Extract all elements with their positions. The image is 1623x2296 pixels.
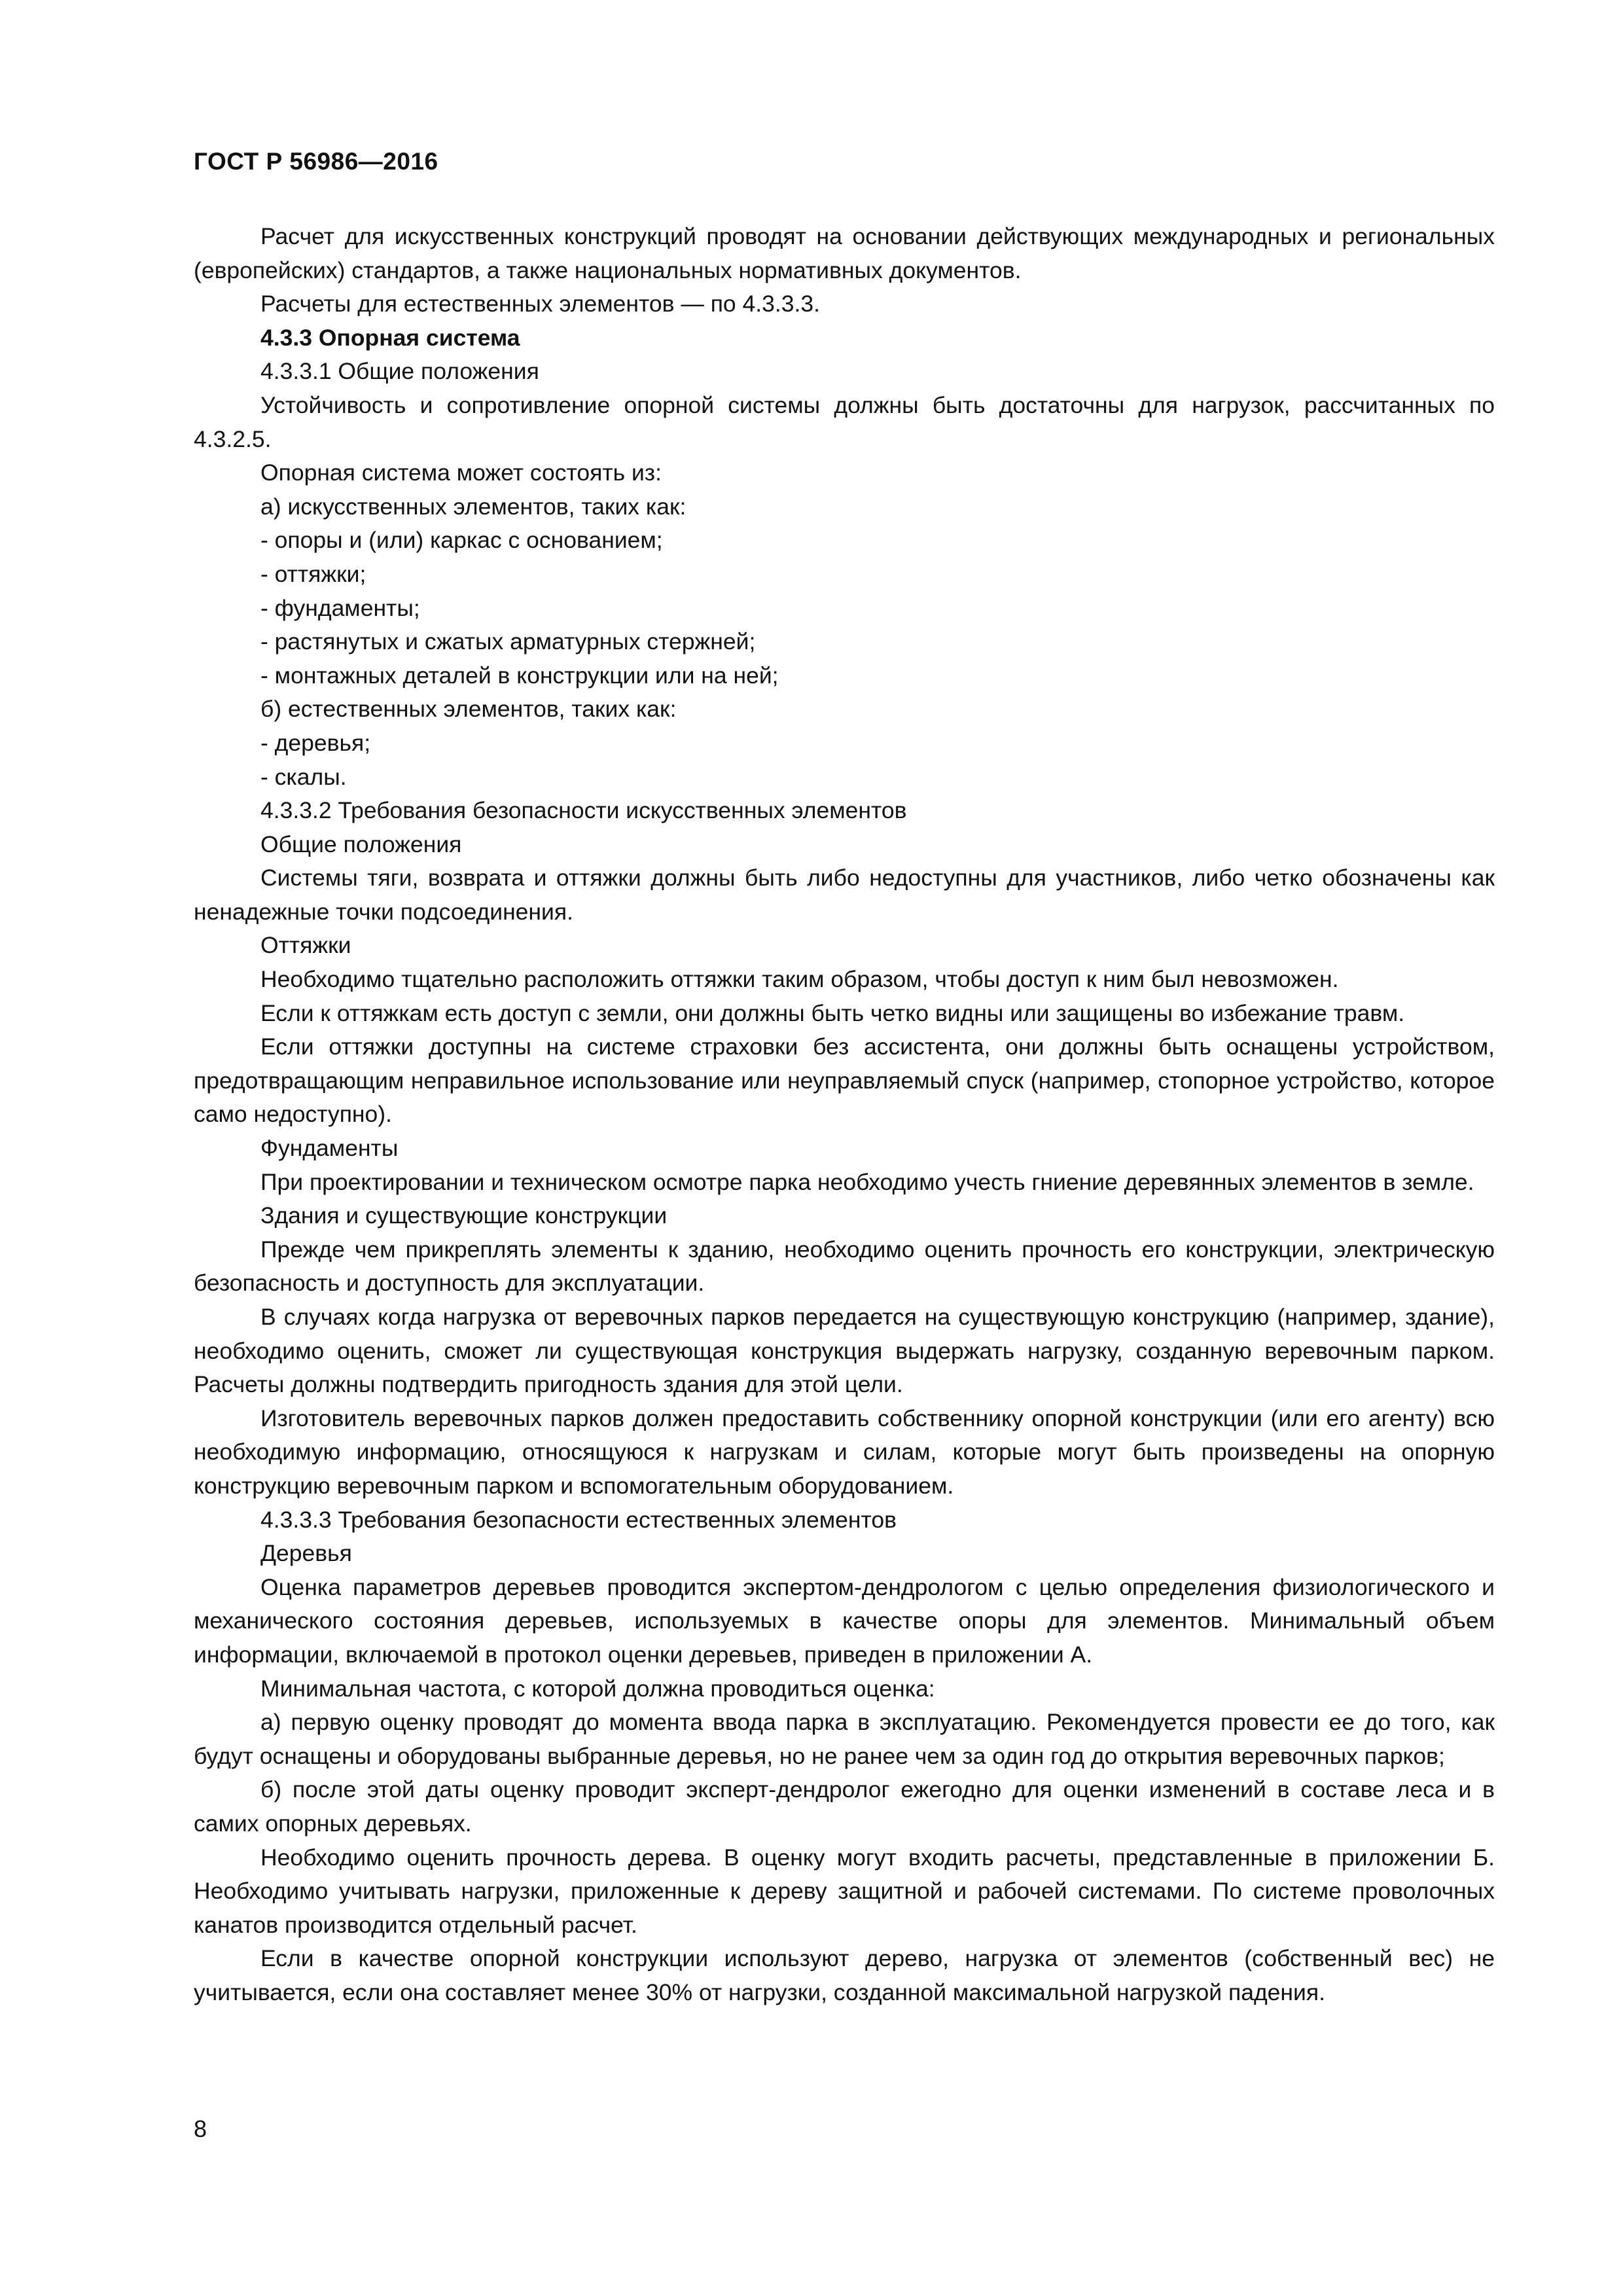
paragraph-tree-strength: Необходимо оценить прочность дерева. В оценку могут входить расчеты, представленные в приложении Б. Необходимо учитывать нагрузки, приложенные к дереву защитной и рабочей системами. По системе проволочных канатов производится отдельный расчет. [194,1844,1495,1938]
paragraph-calc-artificial: Расчет для искусственных конструкций проводят на основании действующих международных и региональных (европейских) стандартов, а также национальных нормативных документов. [194,223,1495,283]
document-header: ГОСТ Р 56986—2016 [194,148,438,175]
paragraph-traction-systems: Системы тяги, возврата и оттяжки должны быть либо недоступны для участников, либо четко обозначены как ненадежные точки подсоединения. [194,865,1495,925]
list-item-supports: - опоры и (или) каркас с основанием; [260,527,663,554]
topic-trees: Деревья [260,1540,352,1567]
paragraph-manufacturer-info: Изготовитель веревочных парков должен предоставить собственнику опорной конструкции (или его агенту) всю необходимую информацию, относящуюся к нагрузкам и силам, которые могут быть произведены на опорную конструкцию веревочным парком и вспомогательным оборудованием. [194,1405,1495,1499]
list-item-rods: - растянутых и сжатых арматурных стержней; [260,628,756,655]
list-item-trees: - деревья; [260,729,371,756]
paragraph-foundations-rot: При проектировании и техническом осмотре парка необходимо учесть гниение деревянных элементов в земле. [260,1168,1474,1195]
paragraph-calc-natural: Расчеты для естественных элементов — по 4.3.3.3. [260,291,820,317]
list-item-annual-assessment: б) после этой даты оценку проводит эксперт-дендролог ежегодно для оценки изменений в составе леса и в самих опорных деревьях. [194,1776,1495,1837]
paragraph-buildings-strength: Прежде чем прикреплять элементы к зданию, необходимо оценить прочность его конструкции, электрическую безопасность и доступность для эксплуатации. [194,1236,1495,1297]
subsection-heading-4-3-3-3: 4.3.3.3 Требования безопасности естественных элементов [260,1506,897,1533]
document-body [194,220,1495,2009]
list-item-first-assessment: а) первую оценку проводят до момента ввода парка в эксплуатацию. Рекомендуется провести ее до того, как будут оснащены и оборудованы выбранные деревья, но не ранее чем за один год до открытия веревочных парков; [194,1709,1495,1769]
topic-buildings: Здания и существующие конструкции [260,1202,668,1229]
topic-guys: Оттяжки [260,932,351,959]
list-item-artificial: а) искусственных элементов, таких как: [260,493,687,520]
paragraph-tree-load: Если в качестве опорной конструкции используют дерево, нагрузка от элементов (собственный вес) не учитывается, если она составляет менее 30% от нагрузки, созданной максимальной нагрузкой падения. [194,1945,1495,2005]
paragraph-tree-assessment: Оценка параметров деревьев проводится экспертом-дендрологом с целью определения физиологического и механического состояния деревьев, используемых в качестве опоры для элементов. Минимальный объем информации, включаемой в протокол оценки деревьев, приведен в приложении А. [194,1573,1495,1668]
subsection-heading-4-3-3-1: 4.3.3.1 Общие положения [260,358,539,385]
list-item-rocks: - скалы. [260,763,347,790]
paragraph-buildings-load: В случаях когда нагрузка от веревочных парков передается на существующую конструкцию (например, здание), необходимо оценить, сможет ли существующая конструкция выдержать нагрузку, созданную веревочным парком. Расчеты должны подтвердить пригодность здания для этой цели. [194,1304,1495,1398]
paragraph-guys-belay: Если оттяжки доступны на системе страховки без ассистента, они должны быть оснащены устройством, предотвращающим неправильное использование или неуправляемый спуск (например, стопорное устройство, которое само недоступно). [194,1033,1495,1128]
subsection-heading-4-3-3-2: 4.3.3.2 Требования безопасности искусственных элементов [260,797,907,824]
paragraph-guys-ground: Если к оттяжкам есть доступ с земли, они должны быть четко видны или защищены во избежание травм. [260,999,1405,1026]
list-item-foundations: - фундаменты; [260,594,420,621]
paragraph-stability: Устойчивость и сопротивление опорной системы должны быть достаточны для нагрузок, рассчитанных по 4.3.2.5. [194,391,1495,452]
topic-foundations: Фундаменты [260,1135,399,1162]
topic-general: Общие положения [260,831,462,857]
page-number: 8 [194,2115,207,2142]
section-heading-4-3-3: 4.3.3 Опорная система [260,324,520,351]
paragraph-support-consists: Опорная система может состоять из: [260,459,662,486]
paragraph-assessment-frequency: Минимальная частота, с которой должна проводиться оценка: [260,1675,935,1702]
list-item-mounting: - монтажных деталей в конструкции или на ней; [260,662,779,689]
paragraph-guys-placement: Необходимо тщательно расположить оттяжки таким образом, чтобы доступ к ним был невозможен. [260,966,1339,993]
list-item-guys: - оттяжки; [260,560,366,587]
list-item-natural: б) естественных элементов, таких как: [260,696,677,723]
